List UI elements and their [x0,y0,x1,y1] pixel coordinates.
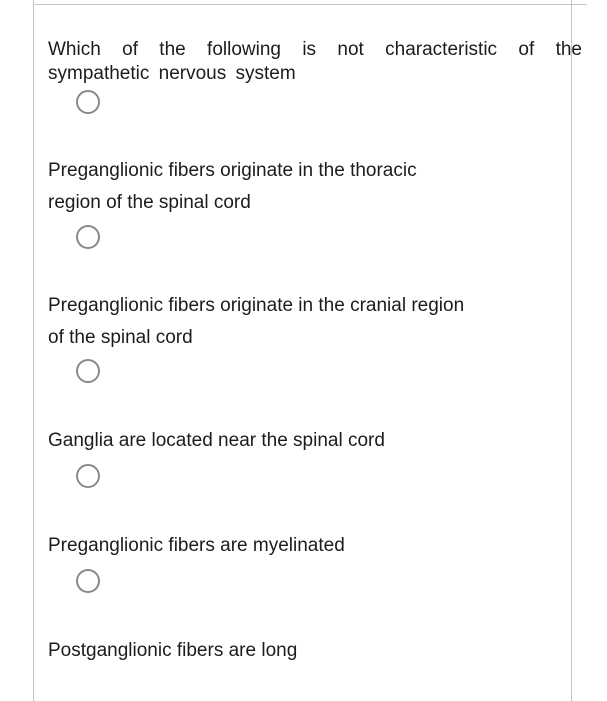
option-radio-5[interactable] [76,569,100,593]
top-divider [33,4,587,5]
option-label-3: Ganglia are located near the spinal cord [48,430,385,451]
option-radio-2[interactable] [76,225,100,249]
option-label-4: Preganglionic fibers are myelinated [48,535,345,556]
option-radio-4[interactable] [76,464,100,488]
option-label-1: Preganglionic fibers originate in the thoracic region of the spinal cord [48,160,417,213]
option-label-2: Preganglionic fibers originate in the cranial region of the spinal cord [48,295,465,348]
question-line-2: sympathetic nervous system [48,63,296,84]
option-label-5: Postganglionic fibers are long [48,640,298,661]
question-line-1: Which of the following is not characteristic of the [48,39,582,60]
question-text [48,38,582,86]
option-radio-1[interactable] [76,90,100,114]
option-radio-3[interactable] [76,359,100,383]
